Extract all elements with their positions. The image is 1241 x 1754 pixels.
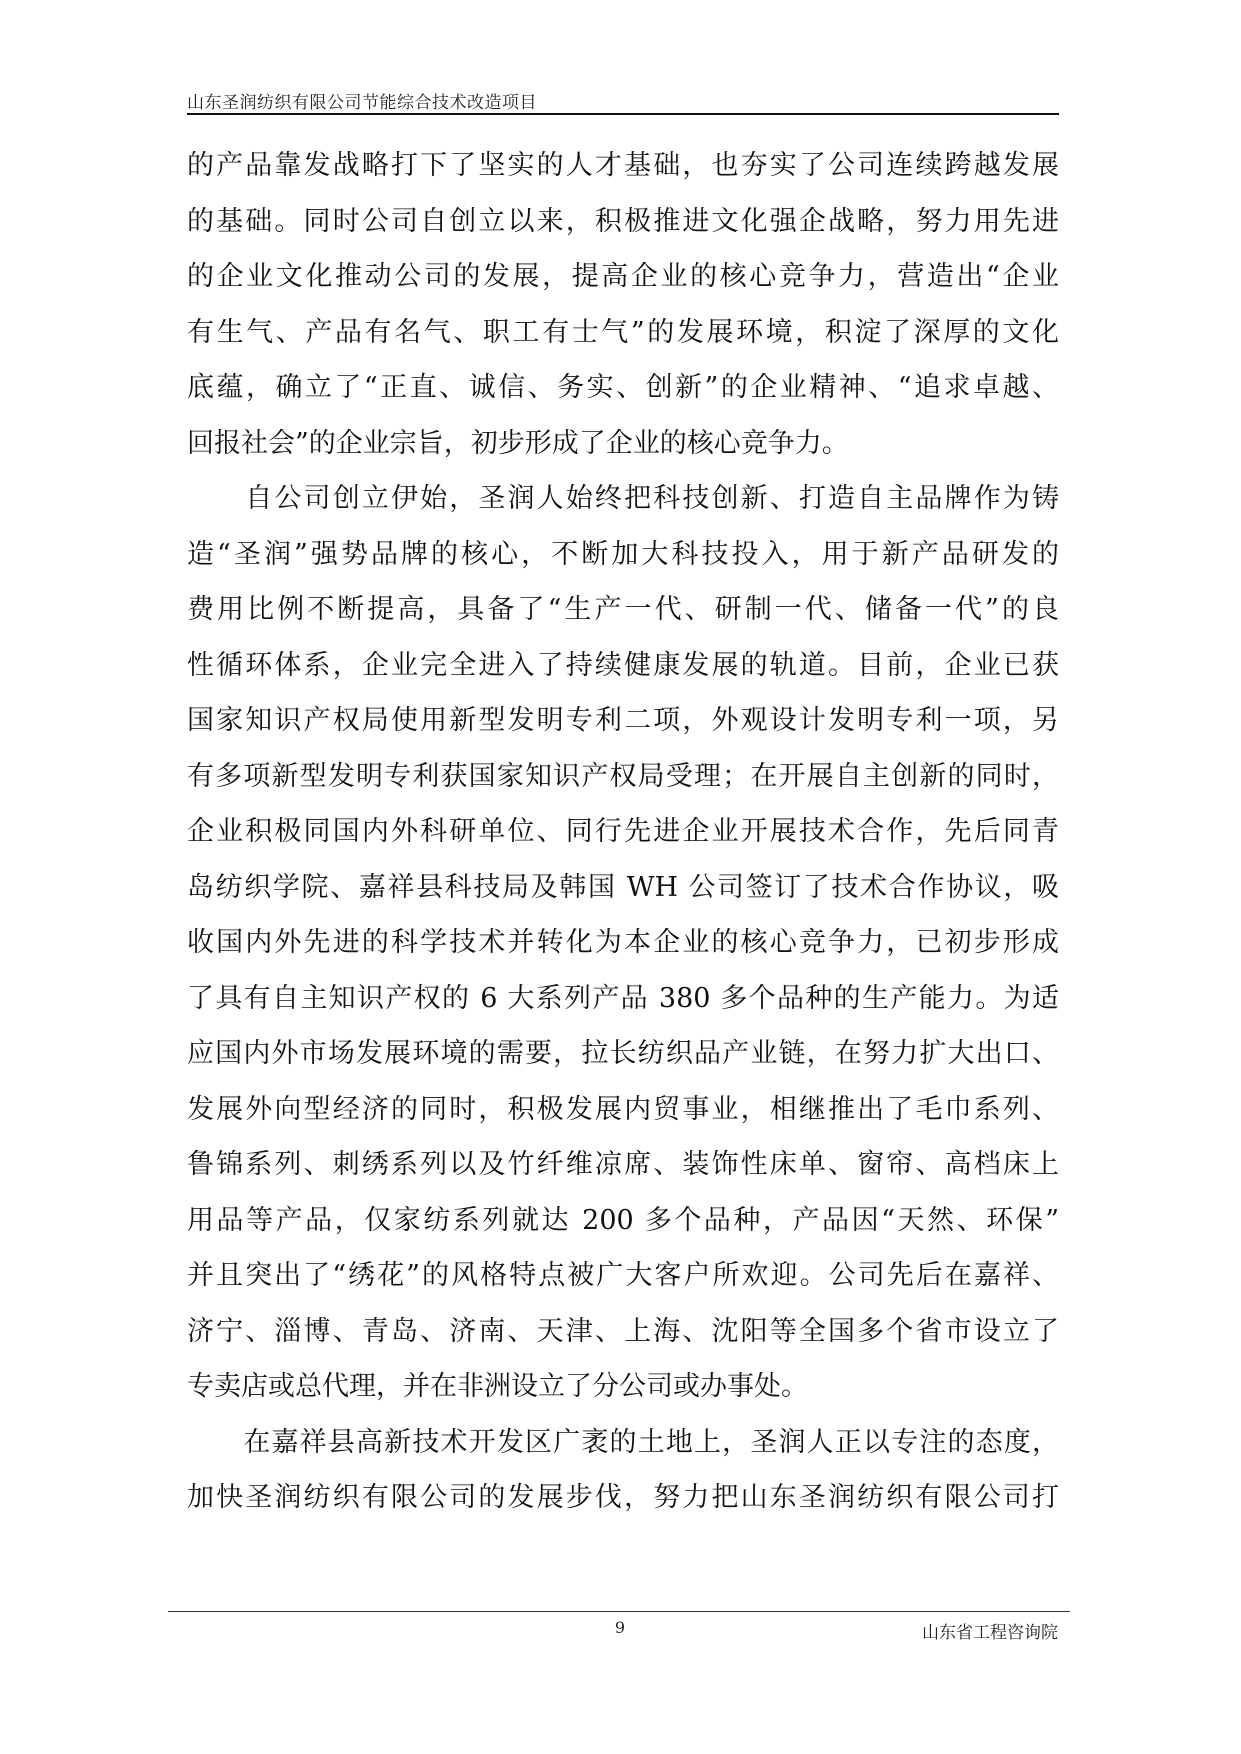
document-body <box>187 138 1059 1526</box>
body-line: 鲁锦系列、刺绣系列以及竹纤维凉席、装饰性床单、窗帘、高档床上 <box>187 1149 1059 1180</box>
body-line: 回报社会”的企业宗旨，初步形成了企业的核心竞争力。 <box>187 427 849 459</box>
body-line: 的企业文化推动公司的发展，提高企业的核心竞争力，营造出“企业 <box>187 261 1059 292</box>
body-line: 专卖店或总代理，并在非洲设立了分公司或办事处。 <box>187 1371 808 1402</box>
body-line: 国家知识产权局使用新型发明专利二项，外观设计发明专利一项，另 <box>187 705 1059 736</box>
footer-divider <box>168 1611 1070 1612</box>
body-line: 收国内外先进的科学技术并转化为本企业的核心竞争力，已初步形成 <box>187 927 1059 958</box>
body-line: 应国内外市场发展环境的需要，拉长纺织品产业链，在努力扩大出口、 <box>187 1038 1059 1069</box>
body-line: 在嘉祥县高新技术开发区广袤的土地上，圣润人正以专注的态度， <box>187 1426 1059 1458</box>
body-line: 岛纺织学院、嘉祥县科技局及韩国 WH 公司签订了技术合作协议，吸 <box>187 871 1059 903</box>
footer-organization: 山东省工程咨询院 <box>922 1623 1058 1643</box>
body-line: 的基础。同时公司自创立以来，积极推进文化强企战略，努力用先进 <box>187 205 1059 237</box>
body-line: 的产品靠发战略打下了坚实的人才基础，也夯实了公司连续跨越发展 <box>187 150 1059 181</box>
body-line: 用品等产品，仅家纺系列就达 200 多个品种，产品因“天然、环保” <box>187 1204 1059 1236</box>
header-title: 山东圣润纺织有限公司节能综合技术改造项目 <box>187 93 537 113</box>
body-line: 自公司创立伊始，圣润人始终把科技创新、打造自主品牌作为铸 <box>187 483 1059 514</box>
body-line: 性循环体系，企业完全进入了持续健康发展的轨道。目前，企业已获 <box>187 649 1059 681</box>
body-line: 费用比例不断提高，具备了“生产一代、研制一代、储备一代”的良 <box>187 594 1059 625</box>
body-line: 发展外向型经济的同时，积极发展内贸事业，相继推出了毛巾系列、 <box>187 1093 1059 1125</box>
body-line: 企业积极同国内外科研单位、同行先进企业开展技术合作，先后同青 <box>187 816 1059 847</box>
body-line: 济宁、淄博、青岛、济南、天津、上海、沈阳等全国多个省市设立了 <box>187 1315 1059 1347</box>
body-line: 并且突出了“绣花”的风格特点被广大客户所欢迎。公司先后在嘉祥、 <box>187 1260 1059 1291</box>
body-line: 有多项新型发明专利获国家知识产权局受理；在开展自主创新的同时， <box>187 760 1059 792</box>
body-line: 加快圣润纺织有限公司的发展步伐，努力把山东圣润纺织有限公司打 <box>187 1482 1059 1513</box>
page-header <box>187 88 1059 114</box>
body-line: 了具有自主知识产权的 6 大系列产品 380 多个品种的生产能力。为适 <box>187 982 1059 1014</box>
header-divider <box>187 113 1059 115</box>
page-number: 9 <box>614 1618 626 1637</box>
body-line: 造“圣润”强势品牌的核心，不断加大科技投入，用于新产品研发的 <box>187 538 1059 570</box>
body-line: 底蕴，确立了“正直、诚信、务实、创新”的企业精神、“追求卓越、 <box>187 372 1059 403</box>
body-line: 有生气、产品有名气、职工有士气”的发展环境，积淀了深厚的文化 <box>187 316 1059 348</box>
